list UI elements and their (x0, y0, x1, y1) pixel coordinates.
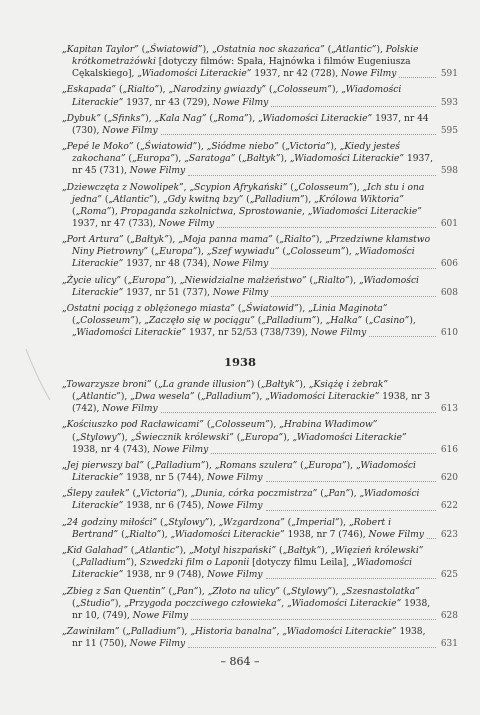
entry-title-text: „Dziewczęta z Nowolipek”, „Scypion Afrykański” („Colosseum”), „Ich stu i ona jedna” („Atlantic”), „Gdy kwitną bzy” („Palladium”), „Królowa Wiktoria” („Roma”), Propaganda szkolnictwa, Sprostowanie, „Wiadomości Literackie” 1937, nr 47 (733), Nowe Filmy (62, 182, 425, 229)
entry-title-text: „Towarzysze broni” („La grande illusion”) („Bałtyk”), „Książę i żebrak” („Atlantic”), „Dwa wesela” („Palladium”), „Wiadomości Literackie” 1938, nr 3 (742), Nowe Filmy (62, 380, 431, 415)
entry-page-number: 591 (440, 69, 458, 80)
entry-page-number: 606 (440, 259, 458, 270)
contents-entry (62, 275, 458, 299)
year-heading: 1938 (223, 355, 256, 369)
dot-leader (191, 618, 436, 620)
contents-entry (62, 586, 458, 622)
contents-list-1938 (62, 379, 458, 654)
entry-title-text: „Zawiniłam” („Palladium”), „Historia banalna”, „Wiadomości Literackie” 1938, nr 11 (750), Nowe Filmy (62, 627, 426, 650)
entry-title-text: „Eskapada” („Rialto”), „Narodziny gwiazdy” („Colosseum”), „Wiadomości Literackie” 1937, nr 43 (729), Nowe Filmy (62, 85, 402, 108)
contents-entry (62, 460, 458, 484)
contents-entry (62, 303, 458, 339)
entry-title-text: „Ślepy zaułek” („Victoria”), „Dunia, córka poczmistrza” („Pan”), „Wiadomości Literackie” 1938, nr 6 (745), Nowe Filmy (62, 489, 420, 512)
entry-page-number: 593 (440, 97, 458, 108)
dot-leader (271, 267, 436, 269)
dot-leader (266, 509, 436, 511)
contents-entry (62, 379, 458, 415)
entry-page-number: 613 (440, 404, 458, 415)
entry-title-text: „Kid Galahad” („Atlantic”), „Motyl hiszpański” („Bałtyk”), „Więzień królewski” („Palladium”), Szwedzki film o Laponii [dotyczy filmu Leila], „Wiadomości Literackie” 1938, nr 9 (748), Nowe Filmy (62, 546, 424, 581)
contents-entry (62, 517, 458, 541)
entry-title-text: „Kapitan Taylor” („Światowid”), „Ostatnia noc skazańca” („Atlantic”), Polskie krótkometrażówki [dotyczy filmów: Spała, Hajnówka i filmów Eugeniusza Cękalskiego], „Wiadomości Literackie” 1937, nr 42 (728), Nowe Filmy (62, 45, 419, 80)
entry-title-text: „24 godziny miłości” („Stylowy”), „Wzgardzona” („Imperial”), „Robert i Bertrand” („Rialto”), „Wiadomości Literackie” 1938, nr 7 (746), Nowe Filmy (62, 517, 424, 540)
contents-entry (62, 141, 458, 177)
contents-entry (62, 182, 458, 230)
dot-leader (399, 76, 436, 78)
entry-title-text: „Ostatni pociąg z oblężonego miasta” („Światowid”), „Linia Maginota” („Colosseum”), „Zaczęło się w pociągu” („Palladium”), „Halka” („Casino”), „Wiadomości Literackie” 1937, nr 52/53 (738/739), Nowe Filmy (62, 304, 416, 339)
dot-leader (211, 452, 436, 454)
contents-entry (62, 113, 458, 137)
entry-page-number: 601 (440, 218, 458, 229)
contents-entry (62, 44, 458, 80)
entry-page-number: 595 (440, 125, 458, 136)
dot-leader (188, 174, 436, 176)
entry-page-number: 625 (440, 570, 458, 581)
entry-page-number: 608 (440, 287, 458, 298)
entry-page-number: 616 (440, 444, 458, 455)
contents-entry (62, 419, 458, 455)
dot-leader (271, 105, 436, 107)
entry-title-text: „Zbieg z San Quentin” („Pan”), „Złoto na ulicy” („Stylowy”), „Szesnastolatka” („Studio”), „Przygoda poczciwego człowieka”, „Wiadomości Literackie” 1938, nr 10, (749), Nowe Filmy (62, 586, 431, 621)
dot-leader (271, 295, 436, 297)
dot-leader (217, 226, 436, 228)
entry-page-number: 623 (440, 529, 458, 540)
contents-list-1937 (62, 44, 458, 344)
entry-page-number: 620 (440, 473, 458, 484)
contents-entry (62, 545, 458, 581)
entry-title-text: „Kościuszko pod Racławicami” („Colosseum”), „Hrabina Władimow” („Stylowy”), „Świecznik królewski” („Europa”), „Wiadomości Literackie” 1938, nr 4 (743), Nowe Filmy (62, 420, 407, 455)
entry-title-text: „Port Artura” („Bałtyk”), „Moja panna mama” („Rialto”), „Przedziwne kłamstwo Niny Pietrowny” („Europa”), „Szef wywiadu” („Colosseum”), „Wiadomości Literackie” 1937, nr 48 (734), Nowe Filmy (62, 235, 431, 270)
dot-leader (161, 411, 436, 413)
entry-title-text: „Dybuk” („Sfinks”), „Kala Nag” („Roma”), „Wiadomości Literackie” 1937, nr 44 (730), Nowe Filmy (62, 113, 429, 136)
entry-title-text: „Pepé le Moko” („Światowid”), „Siódme niebo” („Victoria”), „Kiedy jesteś zakochana” („Europa”), „Saratoga” („Bałtyk”), „Wiadomości Literackie” 1937, nr 45 (731), Nowe Filmy (62, 142, 433, 177)
entry-page-number: 610 (440, 328, 458, 339)
dot-leader (188, 646, 436, 648)
entry-page-number: 622 (440, 501, 458, 512)
entry-page-number: 631 (440, 639, 458, 650)
entry-title-text: „Jej pierwszy bal” („Palladium”), „Romans szulera” („Europa”), „Wiadomości Literackie” 1938, nr 5 (744), Nowe Filmy (62, 460, 416, 484)
dot-leader (427, 537, 436, 539)
entry-page-number: 598 (440, 166, 458, 177)
contents-entry (62, 234, 458, 270)
dot-leader (266, 480, 436, 482)
page-number: – 864 – (220, 655, 260, 668)
dot-leader (369, 335, 436, 337)
contents-entry (62, 84, 458, 108)
entry-page-number: 628 (440, 610, 458, 621)
entry-title-text: „Życie ulicy” („Europa”), „Niewidzialne małżeństwo” („Rialto”), „Wiadomości Literackie” 1937, nr 51 (737), Nowe Filmy (62, 275, 419, 298)
pencil-mark-stroke (22, 345, 62, 405)
contents-entry (62, 626, 458, 650)
dot-leader (161, 133, 436, 135)
dot-leader (266, 577, 436, 579)
contents-entry (62, 488, 458, 512)
